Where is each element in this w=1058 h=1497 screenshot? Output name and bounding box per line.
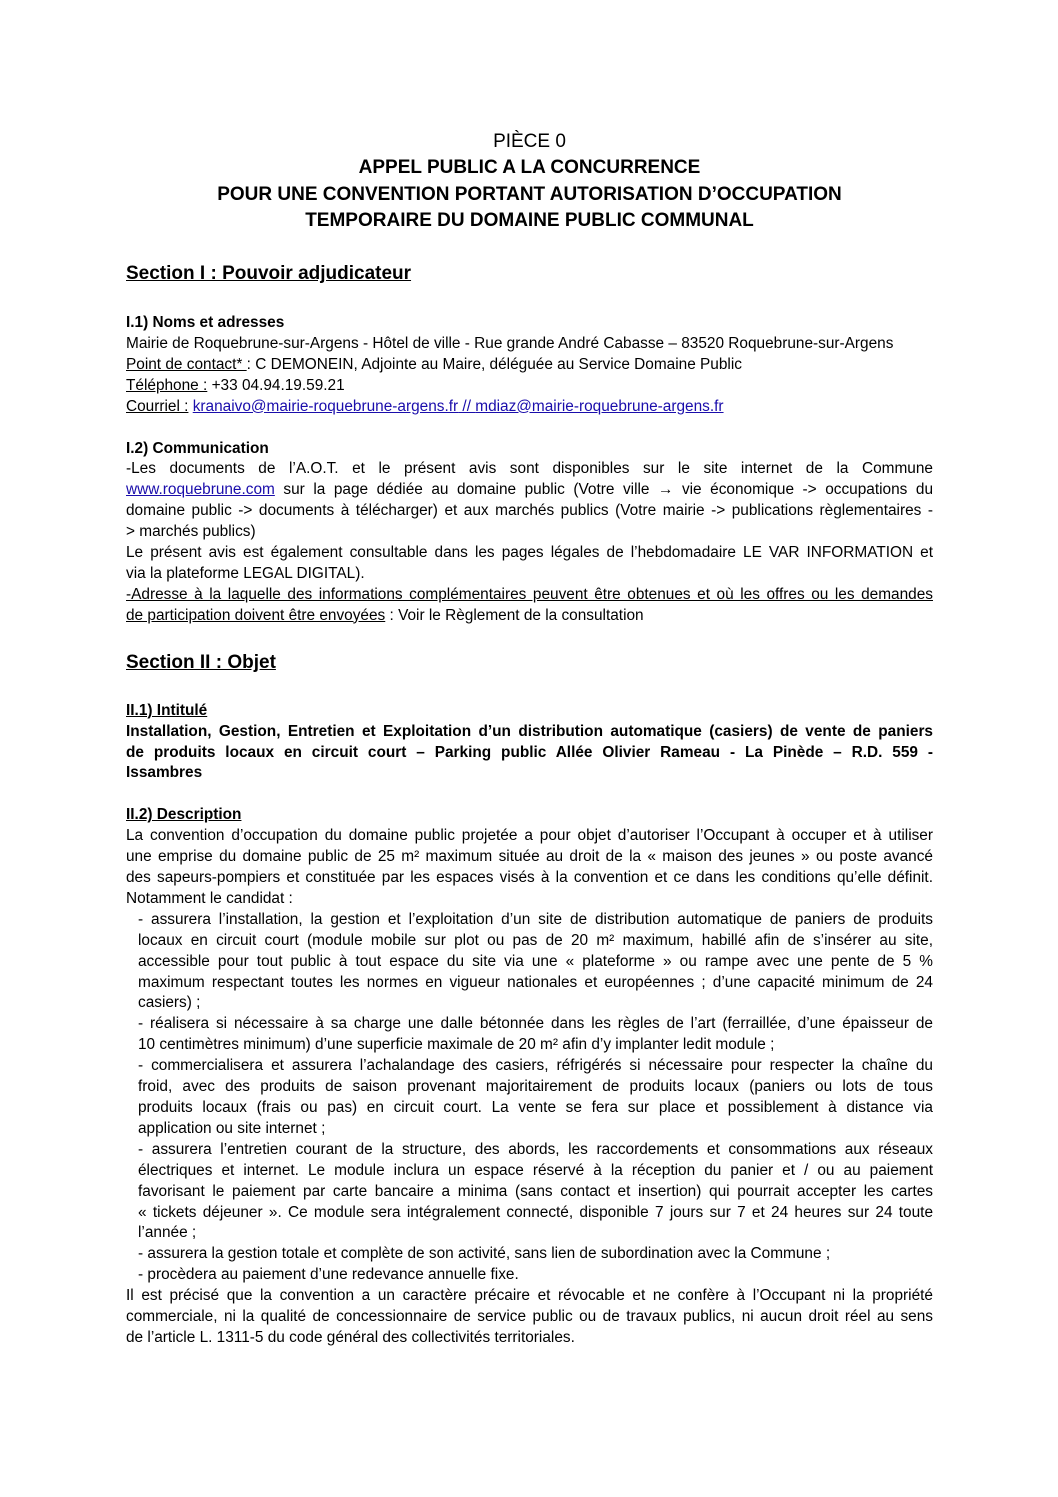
address-info-line-2 <box>126 606 933 627</box>
bullet-4-line-4: « tickets déjeuner ». Ce module sera intégralement connecté, disponible 7 jours sur 7 et 24 heures sur 24 toute <box>138 1203 933 1221</box>
communication-line-3: domaine public -> documents à télécharger) et aux marchés publics (Votre mairie -> publications règlementaires - <box>126 502 933 520</box>
piece-number: PIÈCE 0 <box>493 131 566 152</box>
communication-line-2 <box>126 480 933 501</box>
main-title-line-3: TEMPORAIRE DU DOMAINE PUBLIC COMMUNAL <box>305 210 754 231</box>
document-body <box>126 262 933 1349</box>
bullet-1-line-1: - assurera l’installation, la gestion et l’exploitation d’un site de distribution automatique de paniers de produits <box>138 910 933 928</box>
address-info-rest: : Voir le Règlement de la consultation <box>385 606 644 624</box>
phone-line <box>126 376 933 397</box>
bullet-6-line-1: - procèdera au paiement d’une redevance annuelle fixe. <box>138 1266 519 1284</box>
mail-line <box>126 397 933 418</box>
communication-line-1: -Les documents de l’A.O.T. et le présent avis sont disponibles sur le site internet de la Commune <box>126 460 933 478</box>
bullet-4-line-2: électriques et internet. Le module inclura un espace réservé à la réception du panier et / ou au paiement <box>138 1161 933 1179</box>
subsection-intitule-title: II.1) Intitulé <box>126 701 208 719</box>
document-header <box>126 129 933 235</box>
description-line-1: La convention d’occupation du domaine public projetée a pour objet d’autoriser l’Occupant à occuper et à utiliser <box>126 827 933 845</box>
section-1-title: Section I : Pouvoir adjudicateur <box>126 263 412 284</box>
communication-line-6: via la plateforme LEGAL DIGITAL). <box>126 564 365 582</box>
bullet-3-line-3: produits locaux (frais ou pas) en circuit court. La vente se fera sur place et possiblement à distance via <box>138 1099 933 1116</box>
communication-line-5: Le présent avis est également consultable dans les pages légales de l’hebdomadaire LE VAR INFORMATION et <box>126 544 933 562</box>
address-info-line-1: -Adresse à la laquelle des informations complémentaires peuvent être obtenues et où les offres ou les demandes <box>126 585 933 603</box>
bullet-1-line-2: locaux en circuit court (module mobile sur plot ou pas de 20 m² maximum, habillé afin de s’insérer au site, <box>138 931 933 949</box>
bullet-2-line-2: 10 centimètres minimum) d’une superficie maximale de 20 m² afin d’y implanter ledit module ; <box>138 1036 775 1054</box>
communication-line-4: > marchés publics) <box>126 523 256 541</box>
intitule-line-3: Issambres <box>126 764 203 782</box>
closing-line-3: de l’article L. 1311-5 du code général des collectivités territoriales. <box>126 1328 575 1346</box>
bullet-3-line-1: - commercialisera et assurera l’achalandage des casiers, réfrigérés si nécessaire pour respecter la chaîne du <box>138 1057 933 1075</box>
description-line-2: une emprise du domaine public de 25 m² maximum située au droit de la « maison des jeunes » ou poste avancé <box>126 848 933 866</box>
phone-label: Téléphone : <box>126 376 208 394</box>
description-line-4: Notamment le candidat : <box>126 889 293 907</box>
closing-line-2: commerciale, ni la qualité de concessionnaire de service public ou de travaux publics, ni aucun droit réel au sens <box>126 1308 933 1326</box>
website-link[interactable]: www.roquebrune.com <box>126 481 275 499</box>
email-link-1[interactable]: kranaivo@mairie-roquebrune-argens.fr <box>192 397 459 415</box>
bullet-1-line-4: maximum respectant toutes les normes en vigueur nationales et européennes ; d’une capacité minimum de 24 <box>138 973 933 991</box>
closing-line-1: Il est précisé que la convention a un caractère précaire et révocable et ne confère à l’Occupant ni la propriété <box>126 1287 933 1305</box>
email-link-2[interactable]: mdiaz@mairie-roquebrune-argens.fr <box>475 397 724 415</box>
communication-line-2-text: sur la page dédiée au domaine public (Votre ville → vie économique -> occupations du <box>274 481 933 499</box>
bullet-4-line-3: favorisant le paiement par carte bancaire a minima (sans contact et insertion) qui pourrait accepter les cartes <box>138 1182 933 1200</box>
contact-line <box>126 355 933 376</box>
description-line-3: des sapeurs-pompiers et constituée par les espaces visés à la convention et ce dans les conditions qu’elle définit. <box>126 869 933 887</box>
bullet-1-line-3: accessible pour tout public à tout espace du site via une « plateforme » ou rampe avec une pente de 5 % <box>138 952 933 970</box>
contact-value: : C DEMONEIN, Adjointe au Maire, déléguée au Service Domaine Public <box>246 355 742 373</box>
email-separator: // <box>458 397 476 415</box>
bullet-4-line-1: - assurera l’entretien courant de la structure, des abords, les raccordements et consommations aux réseaux <box>138 1140 933 1158</box>
bullet-4-line-5: l’année ; <box>138 1224 197 1242</box>
obligations-list <box>126 910 933 1286</box>
intitule-line-2: de produits locaux en circuit court – Parking public Allée Olivier Rameau - La Pinède – R.D. 559 - <box>126 743 933 761</box>
phone-value: +33 04.94.19.59.21 <box>207 376 345 394</box>
main-title-line-2: POUR UNE CONVENTION PORTANT AUTORISATION D’OCCUPATION <box>217 183 842 205</box>
section-2-title: Section II : Objet <box>126 651 276 673</box>
address-line: Mairie de Roquebrune-sur-Argens - Hôtel de ville - Rue grande André Cabasse – 83520 Roquebrune-sur-Argens <box>126 334 894 352</box>
contact-label: Point de contact* <box>126 355 247 373</box>
bullet-5-line-1: - assurera la gestion totale et complète de son activité, sans lien de subordination avec la Commune ; <box>138 1245 831 1263</box>
subsection-communication-title: I.2) Communication <box>126 439 269 457</box>
mail-label: Courriel : <box>126 397 189 415</box>
bullet-3-line-2: froid, avec des produits de saison provenant majoritairement de produits locaux (paniers ou lots de tous <box>138 1078 933 1096</box>
bullet-3-line-4: application ou site internet ; <box>138 1119 326 1137</box>
intitule-line-1: Installation, Gestion, Entretien et Exploitation d’un distribution automatique (casiers) de vente de paniers <box>126 722 933 740</box>
subsection-names-addresses-title: I.1) Noms et adresses <box>126 314 285 331</box>
main-title-line-1: APPEL PUBLIC A LA CONCURRENCE <box>358 157 701 178</box>
bullet-1-line-5: casiers) ; <box>138 994 201 1012</box>
bullet-2-line-1: - réalisera si nécessaire à sa charge une dalle bétonnée dans les règles de l’art (ferraillée, d’une épaisseur de <box>138 1015 933 1033</box>
subsection-description-title: II.2) Description <box>126 806 242 824</box>
address-info-underlined: de participation doivent être envoyées <box>126 606 386 624</box>
